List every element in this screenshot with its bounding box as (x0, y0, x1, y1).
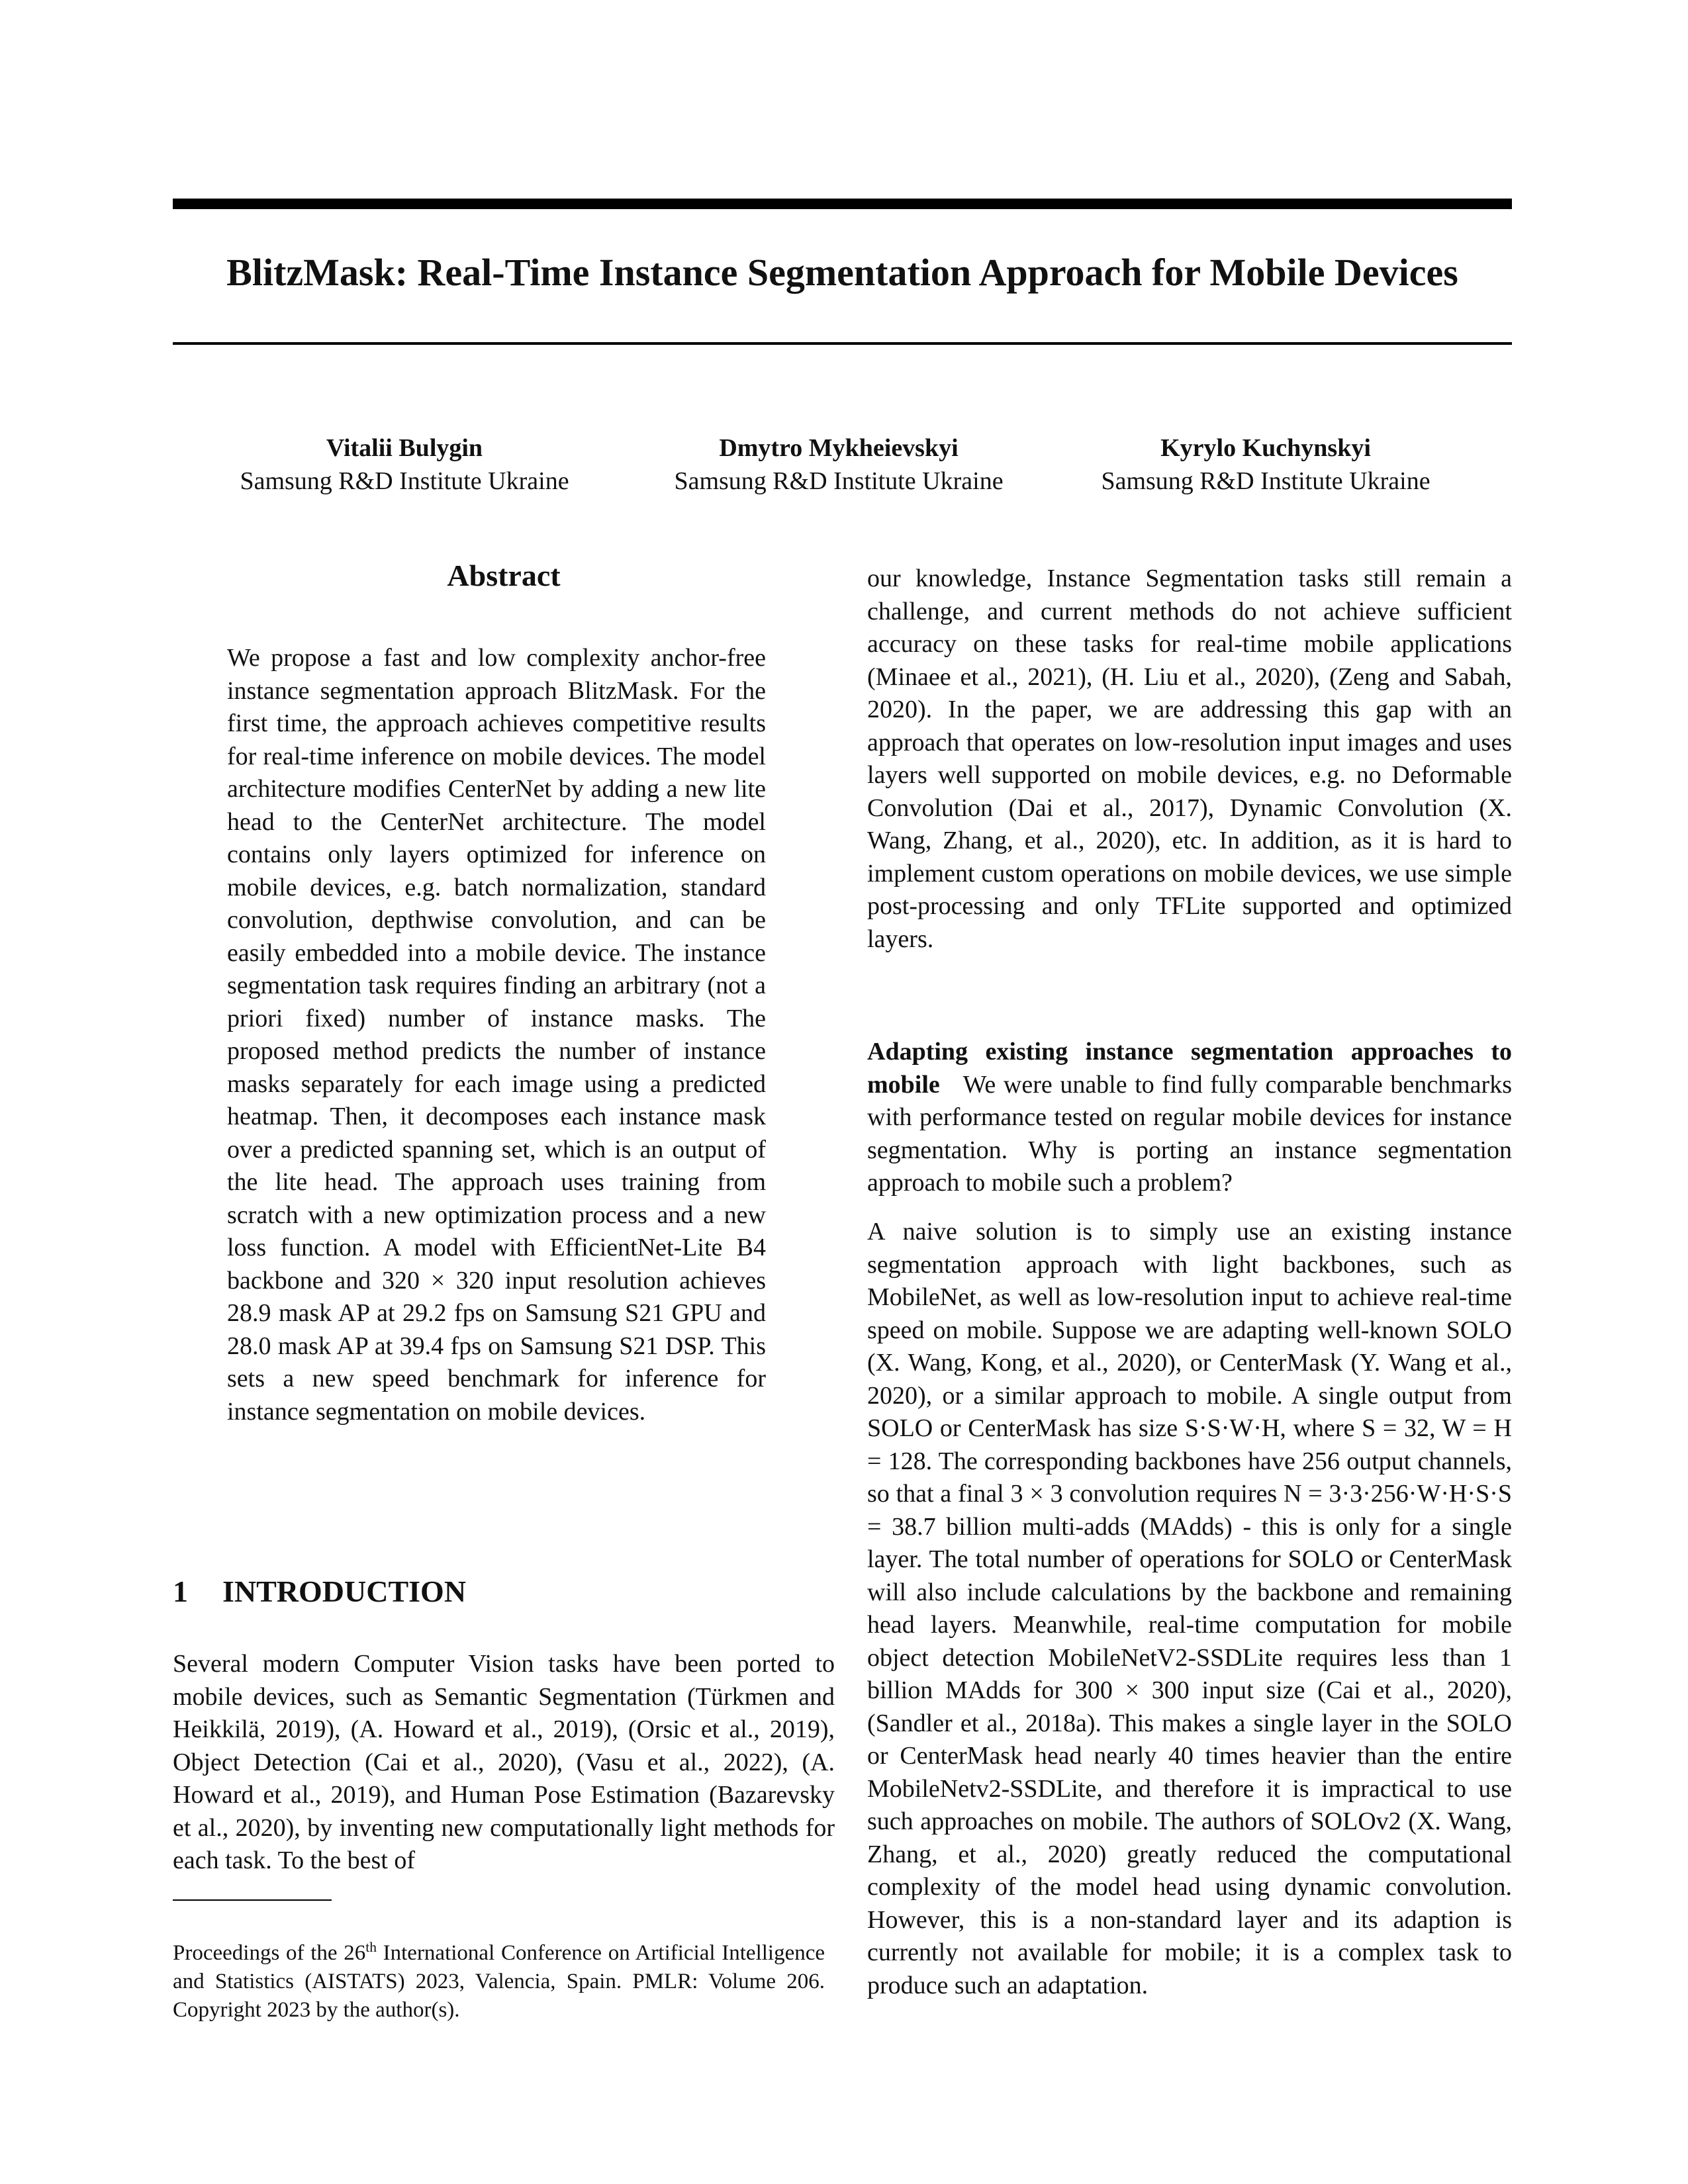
paragraph-text: our knowledge, Instance Segmentation tasks still remain a challenge, and current methods do not achieve sufficient accuracy on these tasks for real-time mobile applications (Minaee et al., 2021), (H. Liu et al., 2020), (Zeng and Sabah, 2020). In the paper, we are addressing this gap with an approach that operates on low-resolution input images and uses layers well supported on mobile devices, e.g. no Deformable Convolution (Dai et al., 2017), Dynamic Convolution (X. Wang, Zhang, et al., 2020), etc. In addition, as it is hard to implement custom operations on mobile devices, we use simple post-processing and only TFLite supported and optimized layers. (867, 565, 1512, 953)
abstract-body (227, 642, 766, 1428)
author-3 (1034, 432, 1497, 498)
footnote-suffix: International Conference on Artificial Intelligence and Statistics (AISTATS) 2023, Valencia, Spain. PMLR: Volume 206. Copyright 2023 by the author(s). (173, 1941, 825, 2022)
title-top-rule (173, 199, 1512, 209)
section-number: 1 (173, 1574, 188, 1608)
paragraph-text: Several modern Computer Vision tasks have been ported to mobile devices, such as Semantic Segmentation (Türkmen and Heikkilä, 2019), (A. Howard et al., 2019), (Orsic et al., 2019), Object Detection (Cai et al., 2020), (Vasu et al., 2022), (A. Howard et al., 2019), and Human Pose Estimation (Bazarevsky et al., 2020), by inventing new computationally light methods for each task. To the best of (173, 1650, 835, 1874)
author-2 (607, 432, 1070, 498)
proceedings-footnote (173, 1939, 825, 2025)
run-in-heading: Adapting existing instance segmentation approaches to mobile (867, 1038, 1512, 1099)
author-affiliation: Samsung R&D Institute Ukraine (240, 467, 569, 495)
paragraph-body: We were unable to find fully comparable benchmarks with performance tested on regular mobile devices for instance segmentation. Why is porting an instance segmentation approach to mobile such a problem? (867, 1070, 1512, 1197)
paragraph-text: A naive solution is to simply use an existing instance segmentation approach with light backbones, such as MobileNet, as well as low-resolution input to achieve real-time speed on mobile. Suppose we are adapting well-known SOLO (X. Wang, Kong, et al., 2020), or CenterMask (Y. Wang et al., 2020), or a similar approach to mobile. A single output from SOLO or CenterMask has size S·S·W·H, where S = 32, W = H = 128. The corresponding backbones have 256 output channels, so that a final 3 × 3 convolution requires N = 3·3·256·W·H·S·S = 38.7 billion multi-adds (MAdds) - this is only for a single layer. The total number of operations for SOLO or CenterMask will also include calculations by the backbone and remaining head layers. Meanwhile, real-time computation for mobile object detection MobileNetV2-SSDLite requires less than 1 billion MAdds for 300 × 300 input size (Cai et al., 2020), (Sandler et al., 2018a). This makes a single layer in the SOLO or CenterMask head nearly 40 times heavier than the entire MobileNetv2-SSDLite, and therefore it is impractical to use such approaches on mobile. The authors of SOLOv2 (X. Wang, Zhang, et al., 2020) greatly reduced the computational complexity of the model head using dynamic convolution. However, this is a non-standard layer and its adaption is currently not available for mobile; it is a complex task to produce such an adaptation. (867, 1218, 1512, 1999)
abstract-heading: Abstract (447, 559, 561, 592)
author-1 (173, 432, 636, 498)
introduction-paragraph-3 (867, 1216, 1512, 2002)
introduction-paragraph-1-continued (867, 563, 1512, 956)
author-name: Dmytro Mykheievskyi (719, 434, 959, 462)
abstract-text: We propose a fast and low complexity anchor-free instance segmentation approach BlitzMask. For the first time, the approach achieves competitive results for real-time inference on mobile devices. The model architecture modifies CenterNet by adding a new lite head to the CenterNet architecture. The model contains only layers optimized for inference on mobile devices, e.g. batch normalization, standard convolution, depthwise convolution, and can be easily embedded into a mobile device. The instance segmentation task requires finding an arbitrary (not a priori fixed) number of instance masks. The proposed method predicts the number of instance masks separately for each image using a predicted heatmap. Then, it decomposes each instance mask over a predicted spanning set, which is an output of the lite head. The approach uses training from scratch with a new optimization process and a new loss function. A model with EfficientNet-Lite B4 backbone and 320 × 320 input resolution achieves 28.9 mask AP at 29.2 fps on Samsung S21 GPU and 28.0 mask AP at 39.4 fps on Samsung S21 DSP. This sets a new speed benchmark for inference for instance segmentation on mobile devices. (227, 644, 766, 1426)
introduction-paragraph-2 (867, 1036, 1512, 1200)
author-name: Vitalii Bulygin (326, 434, 483, 462)
author-name: Kyrylo Kuchynskyi (1160, 434, 1371, 462)
author-affiliation: Samsung R&D Institute Ukraine (1101, 467, 1430, 495)
footnote-superscript: th (365, 1939, 377, 1955)
footnote-text (173, 1939, 825, 2025)
paper-title: BlitzMask: Real-Time Instance Segmentation Approach for Mobile Devices (226, 251, 1458, 294)
section-heading-introduction (173, 1572, 466, 1612)
introduction-paragraph-1 (173, 1648, 835, 1878)
author-affiliation: Samsung R&D Institute Ukraine (674, 467, 1004, 495)
section-title: INTRODUCTION (222, 1574, 467, 1608)
paragraph-text (867, 1036, 1512, 1200)
title-bottom-rule (173, 342, 1512, 345)
author-block (173, 432, 1512, 511)
footnote-prefix: Proceedings of the 26 (173, 1941, 366, 1965)
footnote-rule (173, 1899, 332, 1901)
